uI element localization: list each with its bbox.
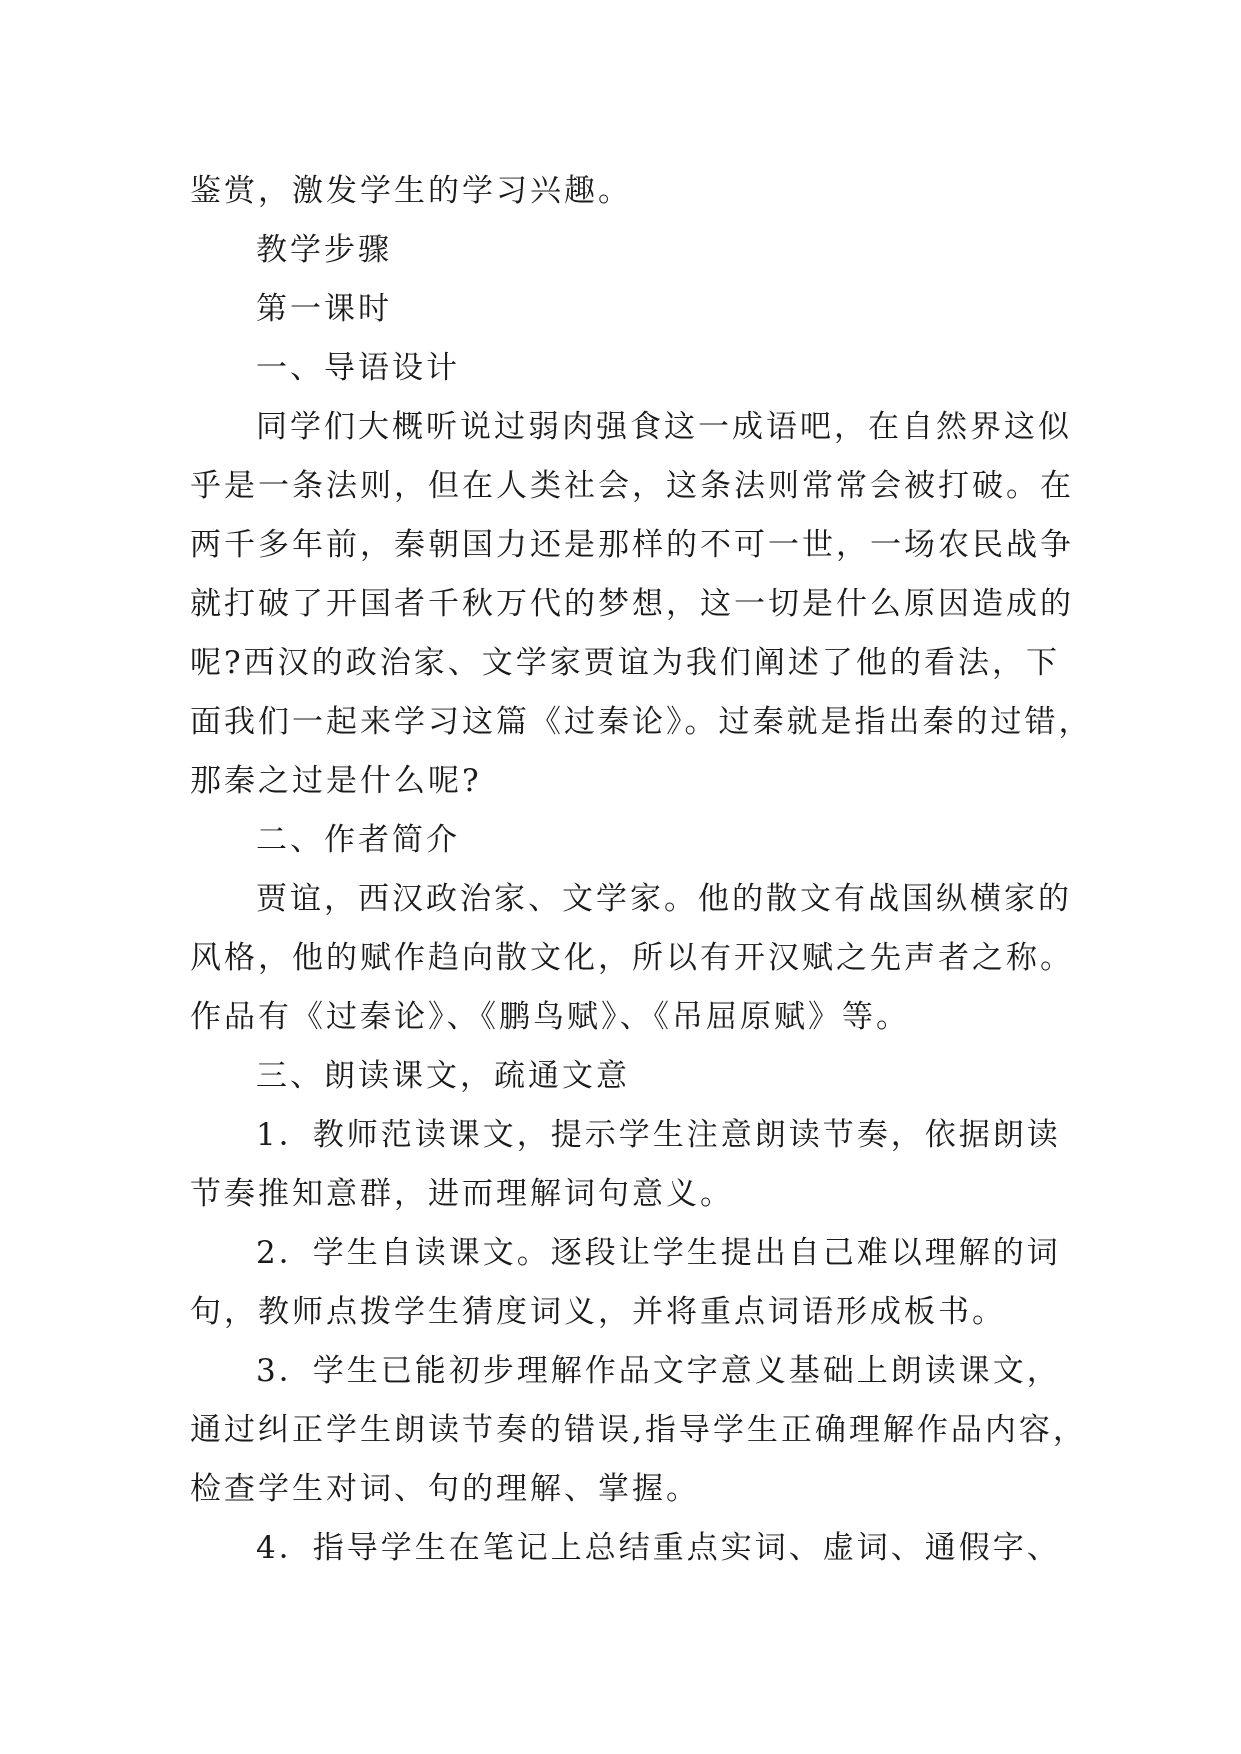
text-line-7: 两千多年前，秦朝国力还是那样的不可一世，一场农民战争 [190,527,1074,563]
text-line-5: 同学们大概听说过弱肉强食这一成语吧，在自然界这似 [256,409,1072,445]
text-line-18: 节奏推知意群，进而理解词句意义。 [190,1176,734,1212]
text-line-6: 乎是一条法则，但在人类社会，这条法则常常会被打破。在 [190,468,1074,504]
text-line-8: 就打破了开国者千秋万代的梦想，这一切是什么原因造成的 [190,586,1074,622]
heading-reading-aloud: 三、朗读课文，疏通文意 [256,1058,630,1094]
heading-intro-design: 一、导语设计 [256,350,460,386]
heading-first-lesson: 第一课时 [256,291,392,327]
text-line-20: 句，教师点拨学生猜度词义，并将重点词语形成板书。 [190,1294,1006,1330]
heading-teaching-steps: 教学步骤 [256,232,392,268]
document-body [190,162,1093,1578]
text-line-23: 检查学生对词、句的理解、掌握。 [190,1471,700,1507]
text-line-9: 呢?西汉的政治家、文学家贾谊为我们阐述了他的看法，下 [190,645,1060,681]
heading-author-intro: 二、作者简介 [256,822,460,858]
text-line-10: 面我们一起来学习这篇《过秦论》。过秦就是指出秦的过错， [190,704,1093,740]
text-line-13: 贾谊，西汉政治家、文学家。他的散文有战国纵横家的 [256,881,1072,917]
text-line-1: 鉴赏，激发学生的学习兴趣。 [190,173,632,209]
text-line-22: 通过纠正学生朗读节奏的错误,指导学生正确理解作品内容， [190,1412,1087,1448]
text-line-21: 3．学生已能初步理解作品文字意义基础上朗读课文， [256,1353,1061,1389]
text-line-11: 那秦之过是什么呢? [190,763,482,799]
text-line-14: 风格，他的赋作趋向散文化，所以有开汉赋之先声者之称。 [190,940,1074,976]
text-line-19: 2．学生自读课文。逐段让学生提出自己难以理解的词 [256,1235,1061,1271]
text-line-24: 4．指导学生在笔记上总结重点实词、虚词、通假字、 [256,1530,1061,1566]
text-line-15: 作品有《过秦论》、《鹏鸟赋》、《吊屈原赋》等。 [190,999,910,1035]
text-line-17: 1．教师范读课文，提示学生注意朗读节奏，依据朗读 [256,1117,1061,1153]
